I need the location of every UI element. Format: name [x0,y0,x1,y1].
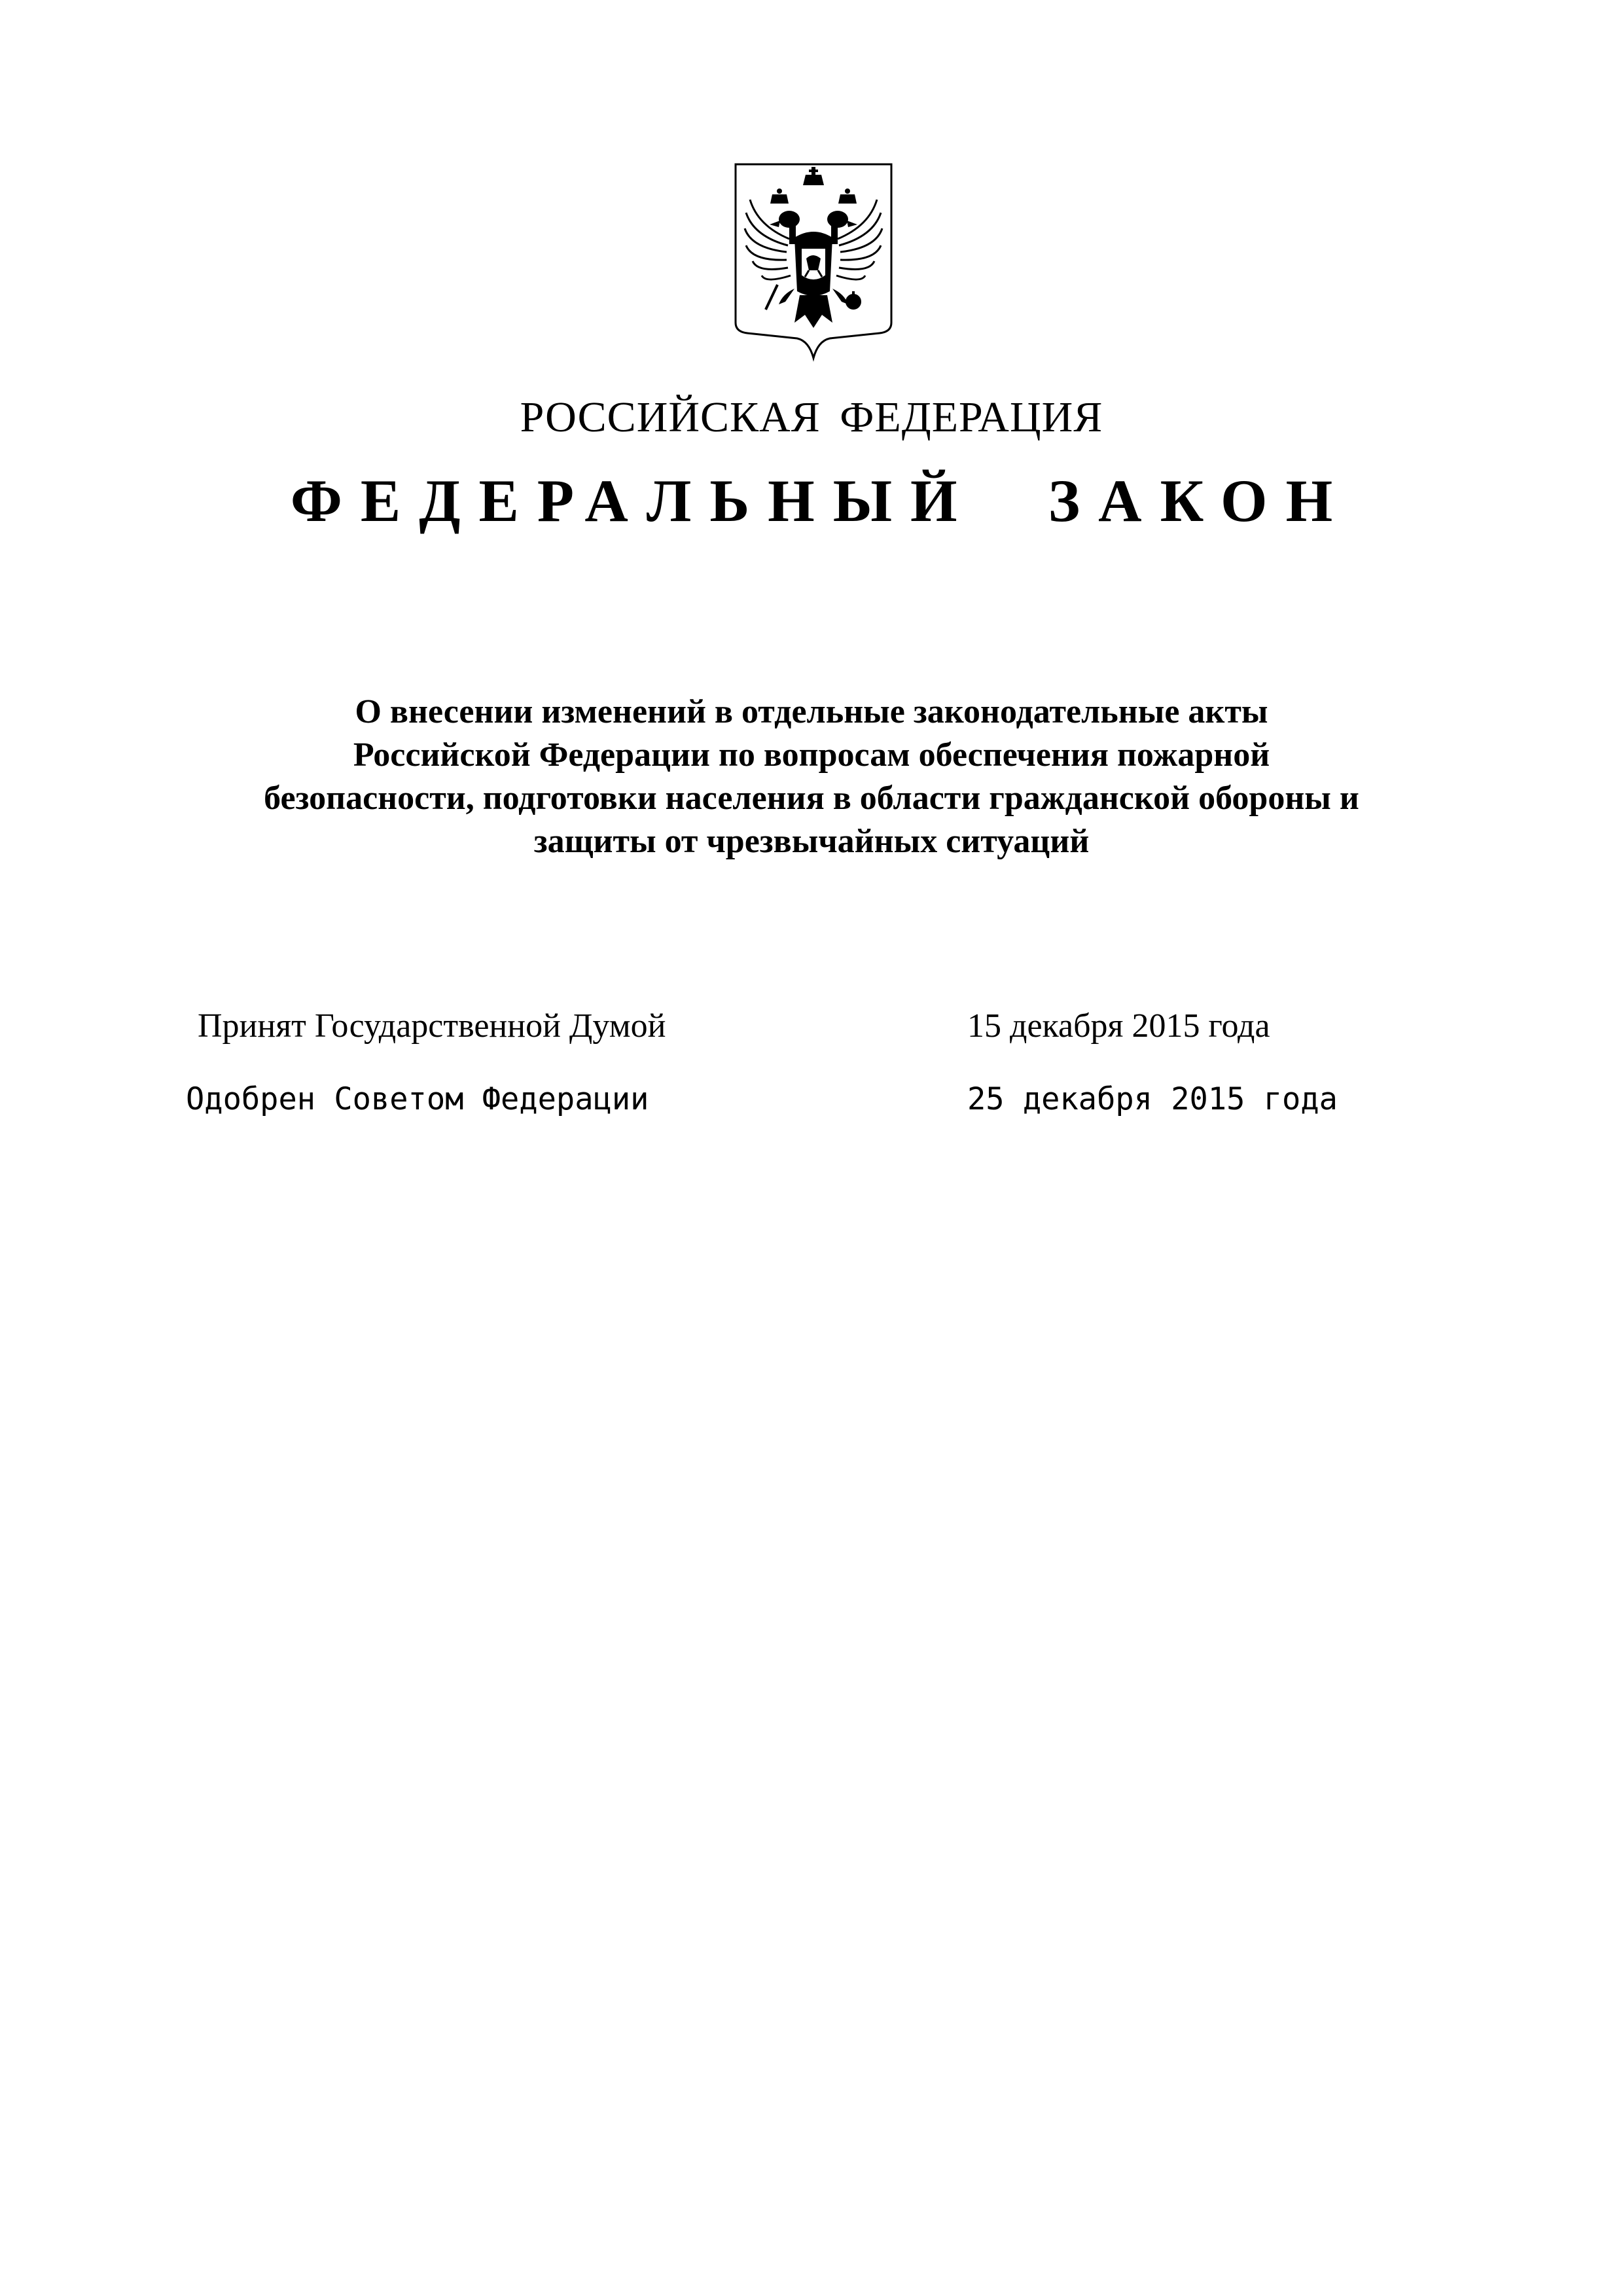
law-title-line: защиты от чрезвычайных ситуаций [533,823,1090,860]
adopted-by-duma-label: Принят Государственной Думой [198,1007,666,1045]
approved-by-council-date: 25 декабря 2015 года [967,1081,1338,1117]
coat-of-arms-russia-icon [732,160,895,363]
adopted-by-duma-date: 15 декабря 2015 года [967,1007,1270,1045]
law-title [0,691,1623,863]
law-title-line: Российской Федерации по вопросам обеспечения пожарной [353,736,1270,774]
law-title-line: безопасности, подготовки населения в области гражданской обороны и [264,780,1359,817]
document-type-heading: ФЕДЕРАЛЬНЫЙ ЗАКОН [290,467,1351,534]
country-name: РОССИЙСКАЯ ФЕДЕРАЦИЯ [520,393,1103,441]
approved-by-council-label: Одобрен Советом Федерации [186,1081,649,1117]
law-title-line: О внесении изменений в отдельные законодательные акты [355,693,1268,730]
